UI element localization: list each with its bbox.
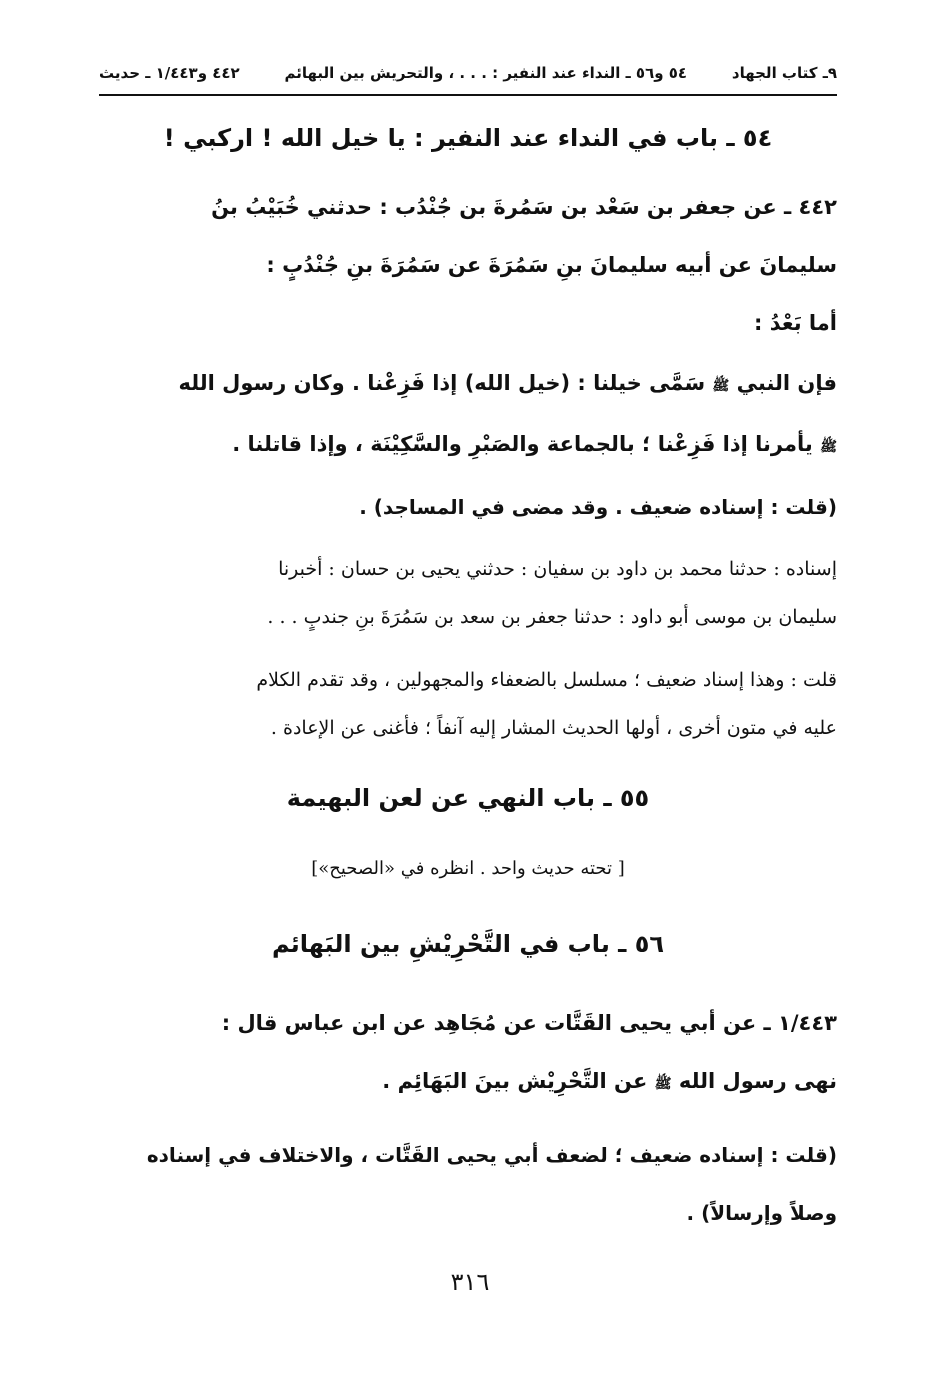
hadith-443 bbox=[99, 994, 837, 1113]
hadith-443-matn: نهى رسول الله ﷺ عن التَّحْرِيْش بينَ البَهَائِم . bbox=[382, 1069, 837, 1093]
header-hadith-range: ٤٤٢ و١/٤٤٣ ـ حديث bbox=[99, 64, 240, 82]
hadith-442 bbox=[99, 178, 837, 352]
hadith-442-matn-line1: فإن النبي ﷺ سَمَّى خيلنا : (خيل الله) إذا فَزِعْنا . وكان رسول الله bbox=[178, 371, 837, 395]
hadith-443-grading-note: (قلت : إسناده ضعيف ؛ لضعف أبي يحيى القَتَّات ، والاختلاف في إسناده وصلاً وإرسالاً) . bbox=[146, 1143, 837, 1225]
running-header bbox=[99, 58, 837, 88]
salawat-glyph: ﷺ bbox=[820, 439, 837, 455]
chapter-55-title: ٥٥ ـ باب النهي عن لعن البهيمة bbox=[286, 784, 650, 812]
hadith-442-matn-line2: ﷺ يأمرنا إذا فَزِعْنا ؛ بالجماعة والصَبْرِ والسَّكِيْنَة ، وإذا قاتلنا . bbox=[232, 432, 837, 456]
hadith-442-matn bbox=[99, 354, 837, 476]
chapter-56-title: ٥٦ ـ باب في التَّحْرِيْشِ بين البَهائم bbox=[271, 930, 665, 958]
header-book-title: ٩ـ كتاب الجهاد bbox=[731, 64, 837, 82]
hadith-442-isnad-line2: سليمانَ عن أبيه سليمانَ بنِ سَمُرَةَ عن سَمُرَةَ بنِ جُنْدُبٍ : bbox=[266, 253, 837, 277]
chapter-54-title: ٥٤ ـ باب في النداء عند النفير : يا خيل الله ! اركبي ! bbox=[163, 124, 773, 152]
chapter-55-note: [ تحته حديث واحد . انظره في «الصحيح»] bbox=[311, 858, 625, 879]
hadith-442-amma-bad: أما بَعْدُ : bbox=[754, 311, 837, 335]
header-rule bbox=[99, 94, 837, 96]
header-chapter-range: ٥٤ و٥٦ ـ النداء عند النفير : . . . ، والتحريش بين البهائم bbox=[284, 64, 688, 82]
page-number: ٣١٦ bbox=[450, 1268, 490, 1296]
salawat-glyph: ﷺ bbox=[654, 1076, 672, 1092]
hadith-443-isnad: ١/٤٤٣ ـ عن أبي يحيى القَتَّات عن مُجَاهِد عن ابن عباس قال : bbox=[221, 1011, 837, 1035]
hadith-442-grading-note: (قلت : إسناده ضعيف . وقد مضى في المساجد) . bbox=[359, 495, 837, 519]
hadith-442-commentary: قلت : وهذا إسناد ضعيف ؛ مسلسل بالضعفاء والمجهولين ، وقد تقدم الكلام عليه في متون أخرى ، أولها الحديث المشار إليه آنفاً ؛ فأغنى عن الإعادة . bbox=[256, 669, 837, 739]
hadith-442-isnad-line1: ٤٤٢ ـ عن جعفر بن سَعْد بن سَمُرةَ بن جُنْدُب : حدثني خُبَيْبُ بنُ bbox=[211, 195, 837, 219]
hadith-442-isnad-detail: إسناده : حدثنا محمد بن داود بن سفيان : حدثني يحيى بن حسان : أخبرنا سليمان بن موسى أبو داود : حدثنا جعفر بن سعد بن سَمُرَةَ بنِ جندبٍ . . . bbox=[267, 558, 837, 628]
salawat-glyph: ﷺ bbox=[712, 378, 730, 394]
